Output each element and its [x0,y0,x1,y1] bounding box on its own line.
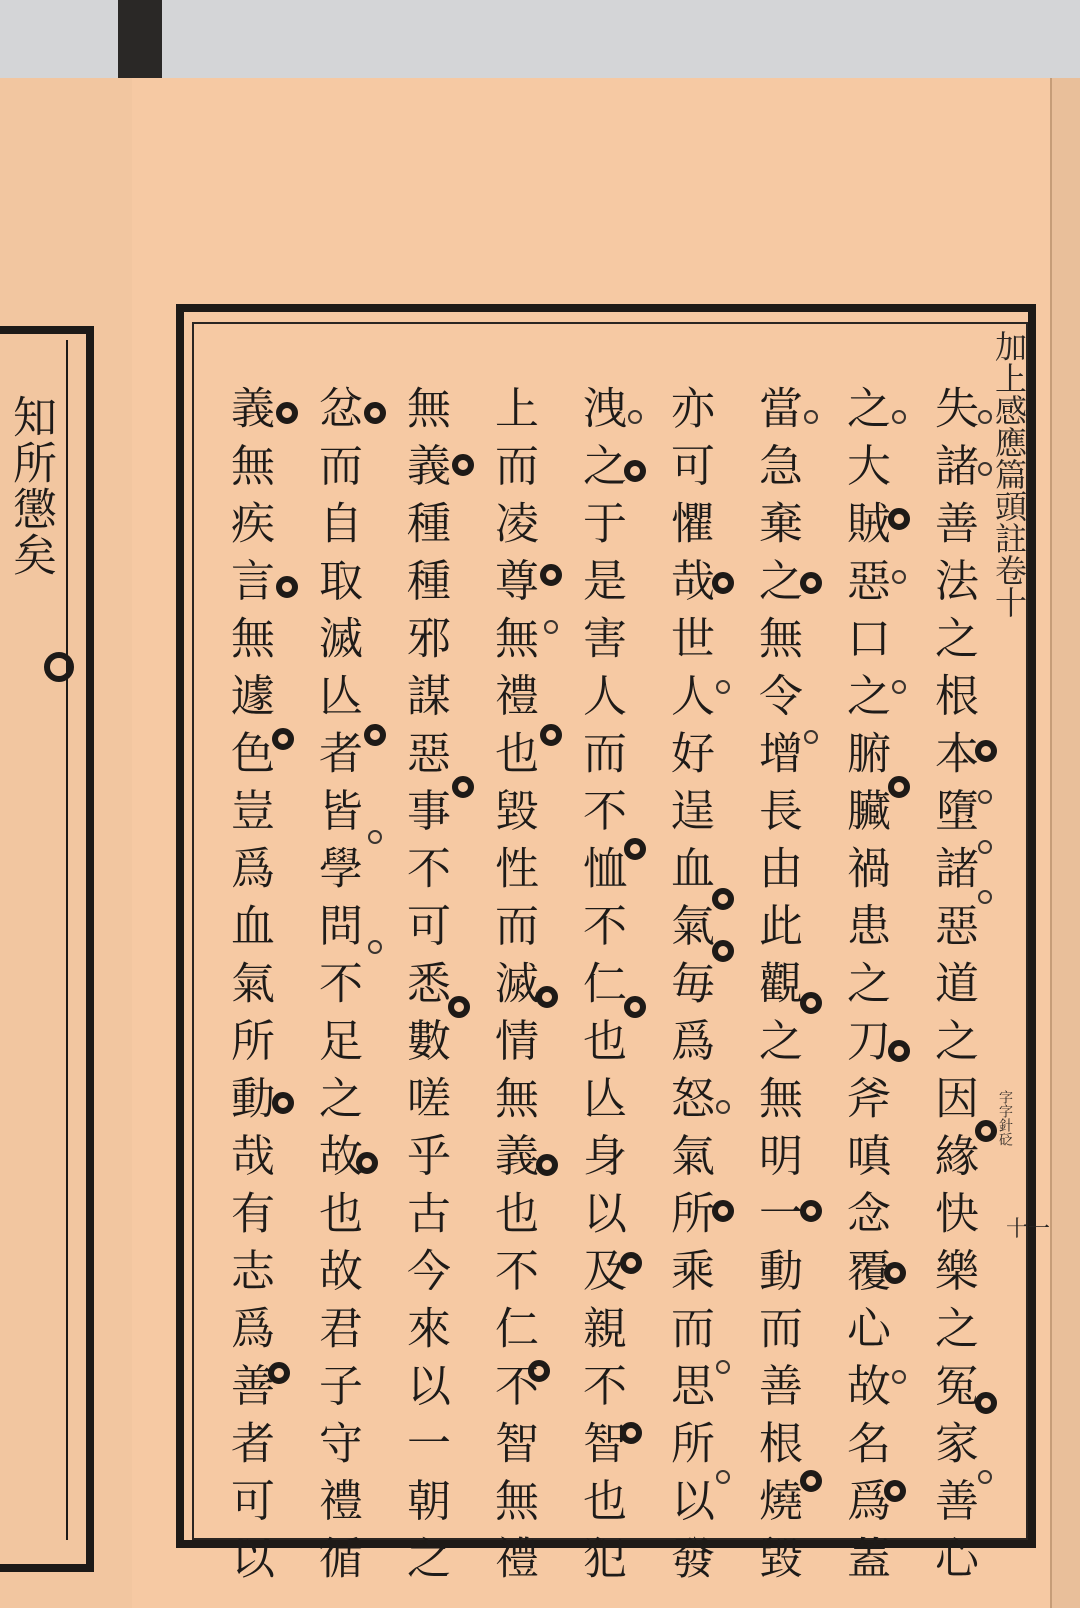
left-page-text: 知所懲矣 [5,394,56,578]
punctuation-circle [888,1040,910,1062]
punctuation-circle [800,1200,822,1222]
punctuation-circle [712,572,734,594]
punctuation-circle [716,1470,730,1484]
punctuation-circle [712,940,734,962]
punctuation-circle [712,1200,734,1222]
punctuation-circle [452,454,474,476]
punctuation-circle [356,1152,378,1174]
punctuation-circle [272,728,294,750]
volume-label: 卷十 [990,554,1028,618]
punctuation-circle [716,1360,730,1374]
punctuation-circle [888,508,910,530]
text-column-1: 失諸善法之根本墮諸惡道之因緣快樂之冤家善心 [927,385,978,1593]
text-column-2: 之大賊惡口之腑臟禍患之刀斧嗔念覆心故名爲蓋 [839,385,890,1593]
punctuation-circle [978,840,992,854]
punctuation-circle [536,1154,558,1176]
punctuation-circle [364,724,386,746]
text-column-6: 上而凌尊無禮也毀性而滅情無義也不仁不智無禮 [487,385,538,1593]
text-column-4: 亦可懼哉世人好逞血氣毎爲怒氣所乘而思所以發 [663,385,714,1593]
punctuation-circle [978,1470,992,1484]
punctuation-circle [624,838,646,860]
punctuation-circle [892,410,906,424]
punctuation-circle [712,888,734,910]
punctuation-circle [800,1470,822,1492]
punctuation-circle [884,1480,906,1502]
punctuation-circle [975,740,997,762]
punctuation-circle [884,1262,906,1284]
punctuation-circle [536,986,558,1008]
binding-tab [118,0,162,78]
book-title: 加上感應篇頭註 [990,330,1028,554]
text-column-9: 義無疾言無遽色豈爲血氣所動哉有志爲善者可以 [223,385,274,1593]
punctuation-circle [892,1370,906,1384]
punctuation-circle [975,1120,997,1142]
punctuation-circle [888,776,910,798]
punctuation-circle [368,830,382,844]
punctuation-circle [268,1362,290,1384]
text-column-3: 當急棄之無令增長由此觀之無明一動而善根燒毀 [751,385,802,1593]
punctuation-circle [978,890,992,904]
text-column-5: 洩之于是害人而不恤不仁也亾身以及親不智也犯 [575,385,626,1593]
punctuation-circle [44,652,74,682]
punctuation-circle [276,576,298,598]
punctuation-circle [620,1422,642,1444]
punctuation-circle [892,680,906,694]
punctuation-circle [804,410,818,424]
punctuation-circle [544,620,558,634]
punctuation-circle [800,572,822,594]
punctuation-circle [978,462,992,476]
punctuation-circle [716,1100,730,1114]
punctuation-circle [892,570,906,584]
background-surface [0,0,1080,78]
punctuation-circle [978,410,992,424]
punctuation-circle [624,996,646,1018]
punctuation-circle [800,992,822,1014]
punctuation-circle [528,1360,550,1382]
punctuation-circle [540,724,562,746]
text-column-7: 無義種種邪謀惡事不可悉數嗟乎古今來以一朝之 [399,385,450,1593]
punctuation-circle [452,776,474,798]
margin-annotation: 字字針砭 [997,1090,1013,1146]
punctuation-circle [716,680,730,694]
page-number: 十一 [1006,1217,1051,1242]
punctuation-circle [368,940,382,954]
punctuation-circle [272,1092,294,1114]
text-column-8: 忿而自取滅亾者皆學問不足之故也故君子守禮循 [311,385,362,1593]
punctuation-circle [448,996,470,1018]
punctuation-circle [975,1392,997,1414]
punctuation-circle [624,460,646,482]
page-edge [1050,78,1080,1608]
punctuation-circle [628,410,642,424]
punctuation-circle [276,402,298,424]
punctuation-circle [804,730,818,744]
margin-header [990,330,1028,618]
punctuation-circle [540,564,562,586]
punctuation-circle [620,1252,642,1274]
punctuation-circle [364,402,386,424]
punctuation-circle [978,790,992,804]
left-page [0,78,134,1608]
